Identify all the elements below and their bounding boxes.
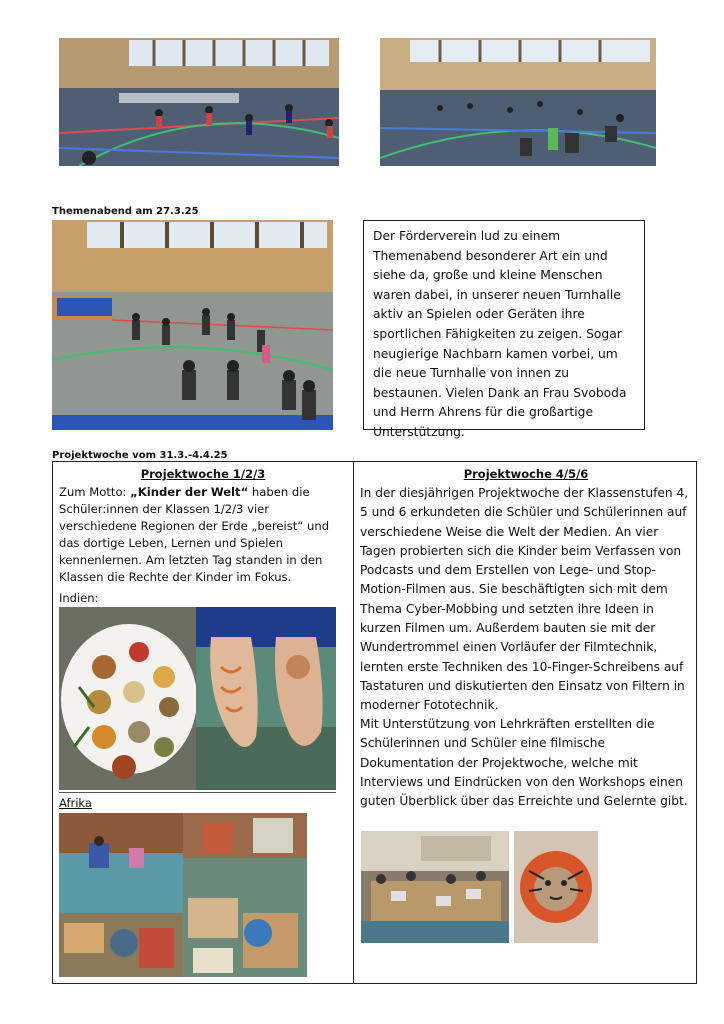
column-divider bbox=[353, 462, 354, 983]
themenabend-textbox: Der Förderverein lud zu einem Themenabend besonderer Art ein und siehe da, große und kleine Menschen waren dabei, in unserer neuen Turnhalle aktiv an Spielen oder Geräten ihre sportlichen Fähigkeiten zu zeigen. Sogar neugierige Nachbarn kamen vorbei, um die neue Turnhalle von innen zu bestaunen. Vielen Dank an Frau Svoboda und Herrn Ahrens für die großartige Unterstützung. bbox=[363, 220, 645, 430]
gym-photo-1 bbox=[59, 38, 339, 166]
themenabend-photo bbox=[52, 220, 333, 430]
india-photo-rule bbox=[59, 792, 336, 793]
media-workshop-classroom-photo bbox=[361, 831, 509, 943]
right-column-paragraph-1: In der diesjährigen Projektwoche der Klassenstufen 4, 5 und 6 erkundeten die Schüler und Schülerinnen auf verschiedene Weise die Welt der Medien. An vier Tagen probierten sich die Kinder beim Verfassen von Podcasts und dem Erstellen von Lege- und Stop-Motion-Filmen aus. Sie beschäftigten sich mit dem Thema Cyber-Mobbing und setzten ihre Ideen in kurzen Filmen um. Außerdem bauten sie mit der Wundertrommel einen Vorläufer der Filmtechnik, lernten erste Techniken des 10-Finger-Schreibens auf Tastaturen und diskutierten den Einsatz von Filtern in moderner Fototechnik. bbox=[360, 486, 689, 713]
intro-rest: haben die Schüler:innen der Klassen 1/2/3 vier verschiedene Regionen der Erde „bereist“ und das dortige Leben, Lernen und Spielen kennenlernen. Am letzten Tag standen in den Klassen die Rechte der Kinder im Fokus. bbox=[59, 485, 330, 584]
projektwoche-table bbox=[52, 461, 697, 984]
right-column-paragraph-2: Mit Unterstützung von Lehrkräften erstellten die Schülerinnen und Schüler eine filmische Dokumentation der Projektwoche, welche mit Interviews und Eindrücken von den Workshops einen guten Überblick über das Erreichte und Gelernte gibt. bbox=[360, 717, 688, 809]
label-india: Indien: bbox=[59, 591, 99, 605]
india-henna-hands-photo bbox=[196, 607, 336, 790]
heading-themenabend: Themenabend am 27.3.25 bbox=[52, 206, 199, 217]
india-spices-photo bbox=[59, 607, 196, 790]
motto-text: „Kinder der Welt“ bbox=[130, 485, 249, 499]
africa-classroom-photo bbox=[59, 813, 183, 977]
heading-projektwoche: Projektwoche vom 31.3.-4.4.25 bbox=[52, 450, 228, 461]
right-column-title: Projektwoche 4/5/6 bbox=[463, 467, 589, 481]
left-column-title: Projektwoche 1/2/3 bbox=[140, 467, 266, 481]
label-africa: Afrika bbox=[59, 796, 92, 810]
intro-prefix: Zum Motto: bbox=[59, 485, 131, 499]
left-column-intro bbox=[59, 484, 349, 586]
africa-maps-photo bbox=[183, 813, 307, 977]
lion-face-filter-photo bbox=[514, 831, 598, 943]
gym-photo-2 bbox=[380, 38, 656, 166]
